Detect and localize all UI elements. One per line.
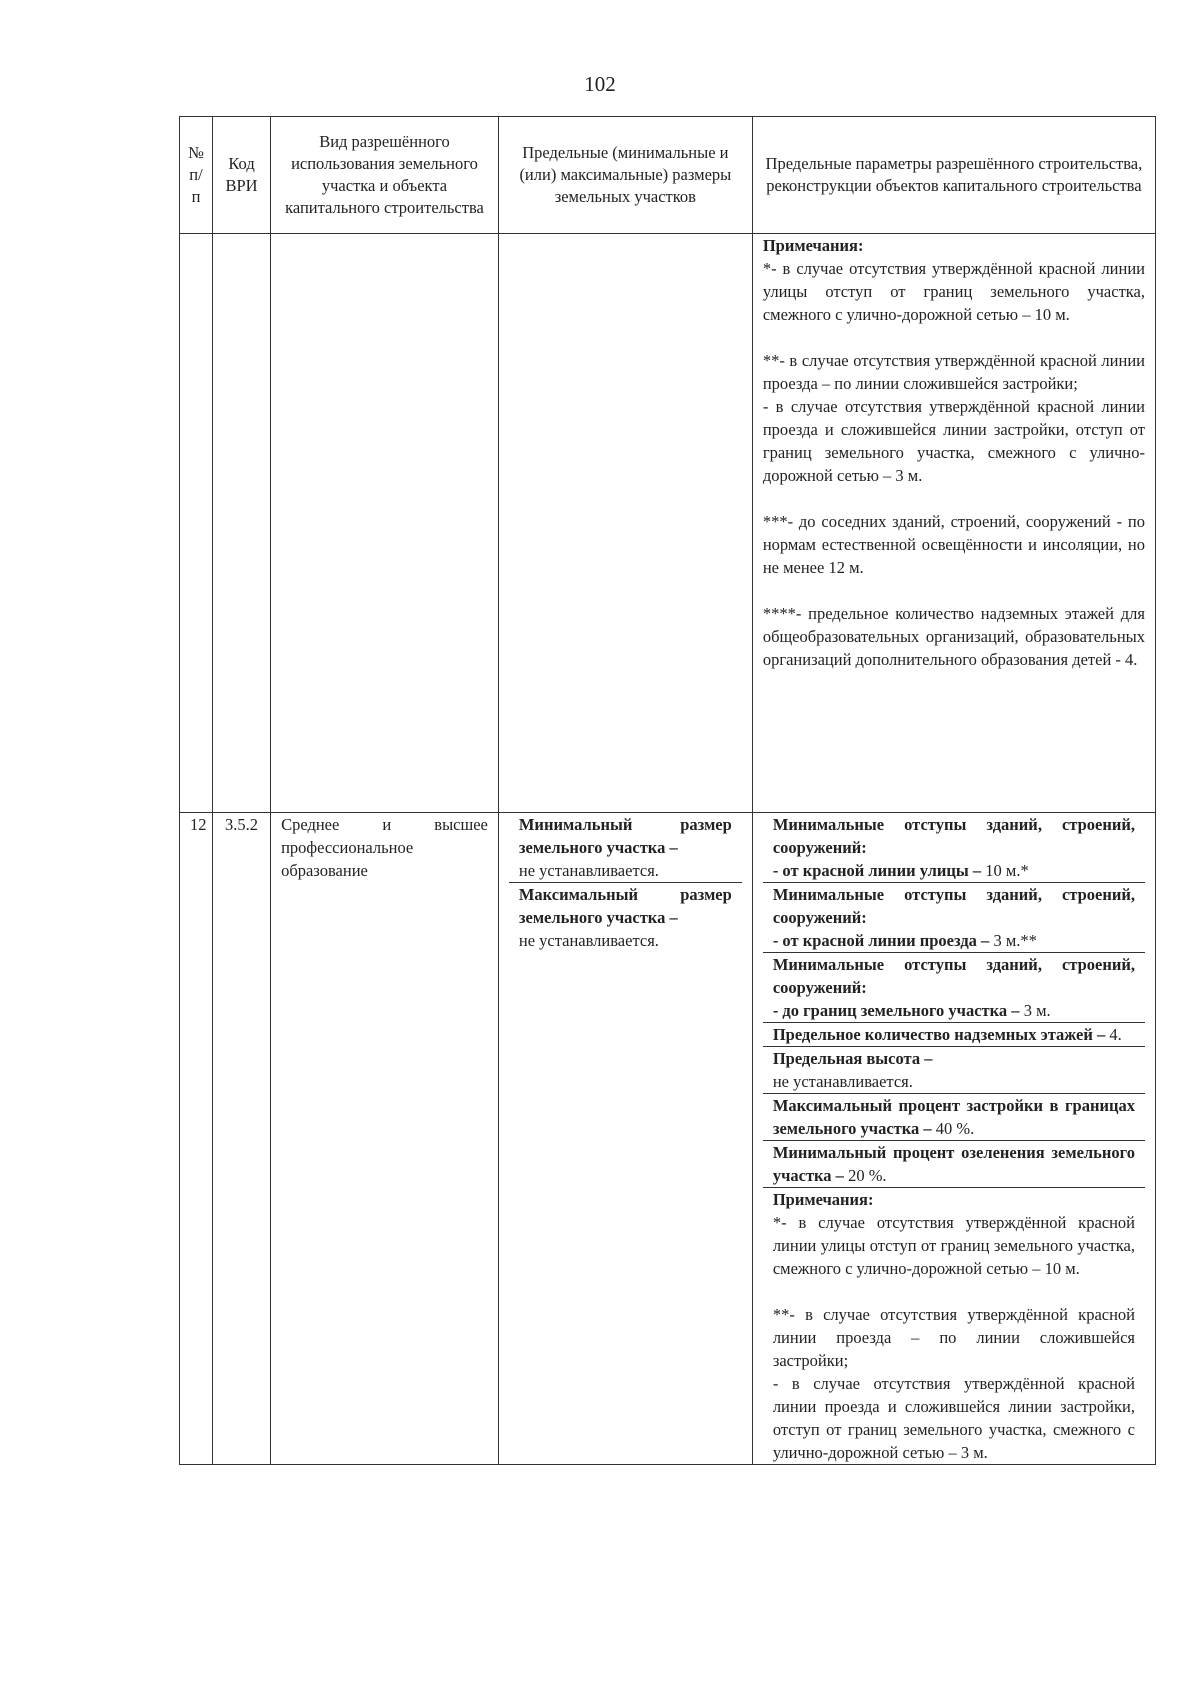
setback-passage-title: Минимальные отступы зданий, строений, сооружений:	[772, 885, 1135, 927]
floors-value: 4.	[1109, 1025, 1122, 1044]
note-3: ***- до соседних зданий, строений, сооружений - по нормам естественной освещённости и инсоляции, но не менее 12 м.	[762, 512, 1145, 577]
note-1: *- в случае отсутствия утверждённой красной линии улицы отступ от границ земельного участка, смежного с улично-дорожной сетью – 10 м.	[762, 259, 1145, 324]
setback-boundary-value: 3 м.	[1023, 1001, 1051, 1020]
setback-street-block	[763, 813, 1145, 882]
page-number: 102	[584, 72, 616, 96]
row12-notes-block	[763, 1187, 1145, 1464]
setback-passage-line: - от красной линии проезда –	[772, 931, 994, 950]
header-params: Предельные параметры разрешённого строительства, реконструкции объектов капитального строительства	[752, 117, 1155, 234]
cont-notes-cell	[752, 234, 1155, 813]
min-size-block	[509, 813, 742, 882]
build-percent-block	[763, 1093, 1145, 1140]
regulations-table	[179, 116, 1156, 1465]
cont-num-cell	[180, 234, 213, 813]
green-percent-block	[763, 1140, 1145, 1187]
row12-sizes	[498, 813, 752, 1465]
row12-notes-title: Примечания:	[772, 1190, 874, 1209]
row12-note-1: *- в случае отсутствия утверждённой красной линии улицы отступ от границ земельного участка, смежного с улично-дорожной сетью – 10 м.	[772, 1213, 1135, 1278]
header-sizes: Предельные (минимальные и (или) максимальные) размеры земельных участков	[498, 117, 752, 234]
row12-code: 3.5.2	[213, 813, 271, 1465]
cont-vid-cell	[271, 234, 499, 813]
row12-note-2a: **- в случае отсутствия утверждённой красной линии проезда – по линии сложившейся застройки;	[772, 1305, 1135, 1370]
note-2b: - в случае отсутствия утверждённой красной линии проезда и сложившейся линии застройки, отступ от границ земельного участка, смежного с улично-дорожной сетью – 3 м.	[762, 397, 1145, 485]
row12-vid: Среднее и высшее профессиональное образование	[271, 813, 499, 1465]
setback-street-line: - от красной линии улицы –	[772, 861, 986, 880]
note-2a: **- в случае отсутствия утверждённой красной линии проезда – по линии сложившейся застройки;	[762, 351, 1145, 393]
height-title: Предельная высота –	[772, 1049, 933, 1068]
setback-boundary-block	[763, 952, 1145, 1022]
height-value: не устанавливается.	[772, 1072, 913, 1091]
setback-passage-block	[763, 882, 1145, 952]
setback-passage-value: 3 м.**	[993, 931, 1037, 950]
row12-note-2b: - в случае отсутствия утверждённой красной линии проезда и сложившейся линии застройки, отступ от границ земельного участка, смежного с улично-дорожной сетью – 3 м.	[772, 1374, 1135, 1462]
table-header-row	[180, 117, 1156, 234]
green-percent-title: Минимальный процент озеленения земельного участка –	[772, 1143, 1135, 1185]
min-size-value: не устанавливается.	[518, 861, 659, 880]
floors-title: Предельное количество надземных этажей –	[772, 1025, 1110, 1044]
row12-params	[752, 813, 1155, 1465]
max-size-title: Максимальный размер земельного участка –	[518, 885, 732, 927]
green-percent-value: 20 %.	[848, 1166, 887, 1185]
cont-code-cell	[213, 234, 271, 813]
setback-street-value: 10 м.*	[985, 861, 1029, 880]
min-size-title: Минимальный размер земельного участка –	[518, 815, 732, 857]
header-num: № п/п	[180, 117, 213, 234]
build-percent-value: 40 %.	[935, 1119, 975, 1138]
header-code: Код ВРИ	[213, 117, 271, 234]
max-size-block	[509, 882, 742, 952]
note-4: ****- предельное количество надземных этажей для общеобразовательных организаций, образовательных организаций дополнительного образования детей - 4.	[762, 604, 1145, 669]
build-percent-title: Максимальный процент застройки в границах земельного участка –	[772, 1096, 1135, 1138]
max-size-value: не устанавливается.	[518, 931, 659, 950]
height-block	[763, 1046, 1145, 1093]
setback-street-title: Минимальные отступы зданий, строений, сооружений:	[772, 815, 1135, 857]
setback-boundary-line: - до границ земельного участка –	[772, 1001, 1024, 1020]
row12-num: 12	[180, 813, 213, 1465]
notes-title: Примечания:	[762, 236, 864, 255]
floors-block	[763, 1022, 1145, 1046]
header-vid: Вид разрешённого использования земельного участка и объекта капитального строительства	[271, 117, 499, 234]
table-row-12	[180, 813, 1156, 1465]
setback-boundary-title: Минимальные отступы зданий, строений, сооружений:	[772, 955, 1135, 997]
table-row-continuation	[180, 234, 1156, 813]
cont-size-cell	[498, 234, 752, 813]
